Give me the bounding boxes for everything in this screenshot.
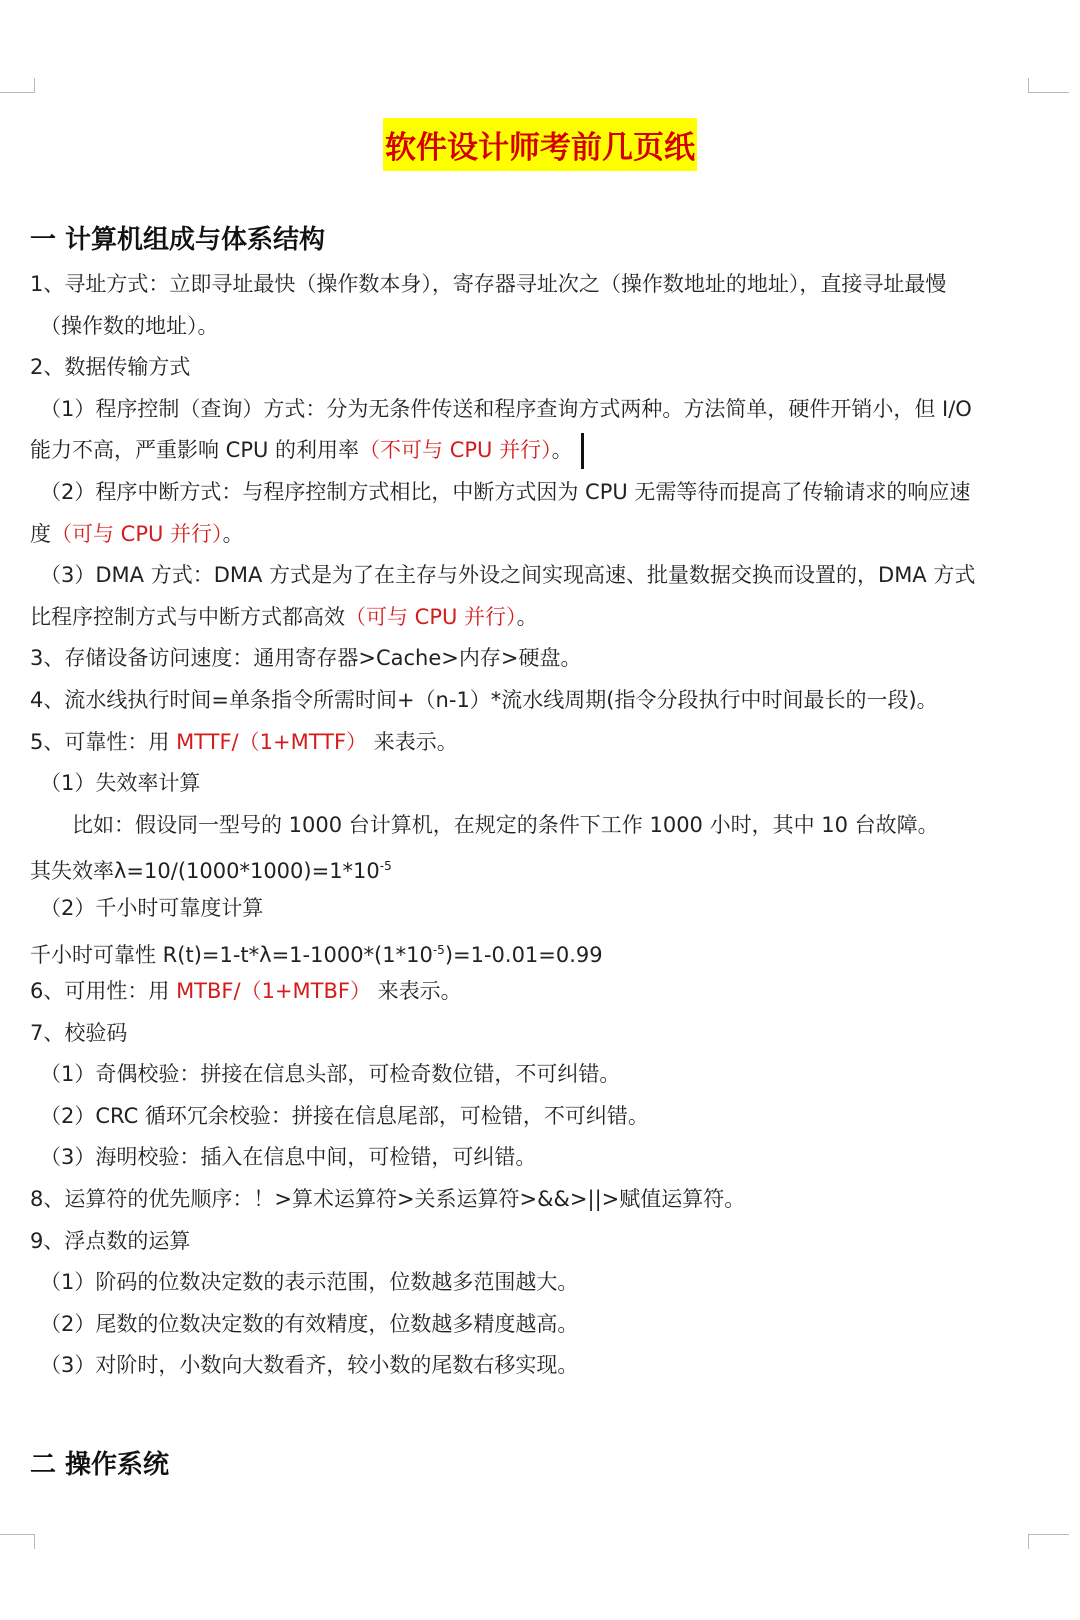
text-run: 5、可靠性：用 bbox=[30, 729, 170, 754]
paragraph-line bbox=[30, 971, 1050, 1013]
paragraph-line: 比如：假设同一型号的 1000 台计算机，在规定的条件下工作 1000 小时，其中 10 台故障。 bbox=[72, 812, 939, 837]
text-run: 来表示。 bbox=[373, 729, 458, 754]
page-corner-mark bbox=[1028, 1534, 1069, 1549]
paragraph-line bbox=[30, 597, 1050, 639]
section-heading-operating-system: 二 操作系统 bbox=[30, 1450, 170, 1481]
text-run: 。 bbox=[551, 438, 573, 463]
red-formula-text: MTTF/（1+MTTF） bbox=[176, 729, 368, 754]
paragraph-line: 7、校验码 bbox=[30, 1020, 128, 1045]
paragraph-line bbox=[30, 430, 1050, 472]
paragraph-line: 2、数据传输方式 bbox=[30, 355, 191, 380]
formula-text: )=1-0.01=0.99 bbox=[444, 942, 603, 967]
paragraph-line: （1）奇偶校验：拼接在信息头部，可检奇数位错，不可纠错。 bbox=[40, 1062, 621, 1087]
text-run: 比程序控制方式与中断方式都高效 bbox=[30, 604, 345, 629]
spacer bbox=[30, 1387, 1050, 1445]
red-emphasis-text: （不可与 CPU 并行） bbox=[359, 438, 552, 463]
paragraph-line: （操作数的地址）。 bbox=[40, 313, 219, 338]
text-run: 度 bbox=[30, 521, 51, 546]
text-run: 。 bbox=[222, 521, 244, 546]
superscript: -5 bbox=[379, 859, 392, 874]
text-run: 6、可用性：用 bbox=[30, 979, 170, 1004]
formula-text: 千小时可靠性 R(t)=1-t*λ=1-1000*(1*10 bbox=[30, 942, 433, 967]
red-emphasis-text: （可与 CPU 并行） bbox=[51, 521, 223, 546]
red-emphasis-text: （可与 CPU 并行） bbox=[345, 604, 517, 629]
paragraph-line: （3）海明校验：插入在信息中间，可检错，可纠错。 bbox=[40, 1145, 537, 1170]
paragraph-line: 1、寻址方式：立即寻址最快（操作数本身），寄存器寻址次之（操作数地址的地址），直接寻址最慢 bbox=[30, 272, 947, 296]
text-cursor bbox=[581, 433, 584, 469]
paragraph-line: （3）DMA 方式：DMA 方式是为了在主存与外设之间实现高速、批量数据交换而设置的，DMA 方式 bbox=[40, 563, 976, 588]
text-run: 能力不高，严重影响 CPU 的利用率 bbox=[30, 438, 360, 463]
red-formula-text: MTBF/（1+MTBF） bbox=[176, 979, 371, 1004]
document-title[interactable]: 软件设计师考前几页纸 bbox=[383, 118, 697, 171]
page-corner-mark bbox=[1028, 78, 1069, 93]
paragraph-line: （1）程序控制（查询）方式：分为无条件传送和程序查询方式两种。方法简单，硬件开销小，但 I/O bbox=[40, 396, 972, 421]
paragraph-line: （1）阶码的位数决定数的表示范围，位数越多范围越大。 bbox=[40, 1270, 579, 1295]
paragraph-line: （2）CRC 循环冗余校验：拼接在信息尾部，可检错，不可纠错。 bbox=[40, 1103, 649, 1128]
paragraph-line: （2）程序中断方式：与程序控制方式相比，中断方式因为 CPU 无需等待而提高了传输请求的响应速 bbox=[40, 479, 971, 504]
paragraph-line: （2）尾数的位数决定数的有效精度，位数越多精度越高。 bbox=[40, 1311, 579, 1336]
superscript: -5 bbox=[432, 942, 445, 957]
text-run: 来表示。 bbox=[377, 979, 462, 1004]
paragraph-line: 3、存储设备访问速度：通用寄存器>Cache>内存>硬盘。 bbox=[30, 646, 582, 671]
paragraph-line: （3）对阶时，小数向大数看齐，较小数的尾数右移实现。 bbox=[40, 1353, 579, 1378]
paragraph-line: （2）千小时可靠度计算 bbox=[40, 895, 264, 920]
page-corner-mark bbox=[0, 1534, 35, 1549]
paragraph-line bbox=[30, 930, 1050, 972]
paragraph-line bbox=[30, 722, 1050, 764]
paragraph-line: 4、流水线执行时间=单条指令所需时间+（n-1）*流水线周期(指令分段执行中时间最长的一段)。 bbox=[30, 687, 938, 712]
paragraph-line bbox=[30, 846, 1050, 888]
paragraph-line: 8、运算符的优先顺序：！>算术运算符>关系运算符>&&>||>赋值运算符。 bbox=[30, 1187, 746, 1212]
formula-text: 其失效率λ=10/(1000*1000)=1*10 bbox=[30, 859, 380, 884]
paragraph-line: （1）失效率计算 bbox=[40, 771, 201, 796]
text-run: 。 bbox=[516, 604, 538, 629]
title-container bbox=[0, 118, 1080, 171]
paragraph-line: 9、浮点数的运算 bbox=[30, 1228, 191, 1253]
document-body[interactable] bbox=[30, 220, 1050, 1489]
paragraph-line bbox=[30, 514, 1050, 556]
page-corner-mark bbox=[0, 78, 35, 93]
section-heading-computer-architecture: 一 计算机组成与体系结构 bbox=[30, 225, 326, 255]
